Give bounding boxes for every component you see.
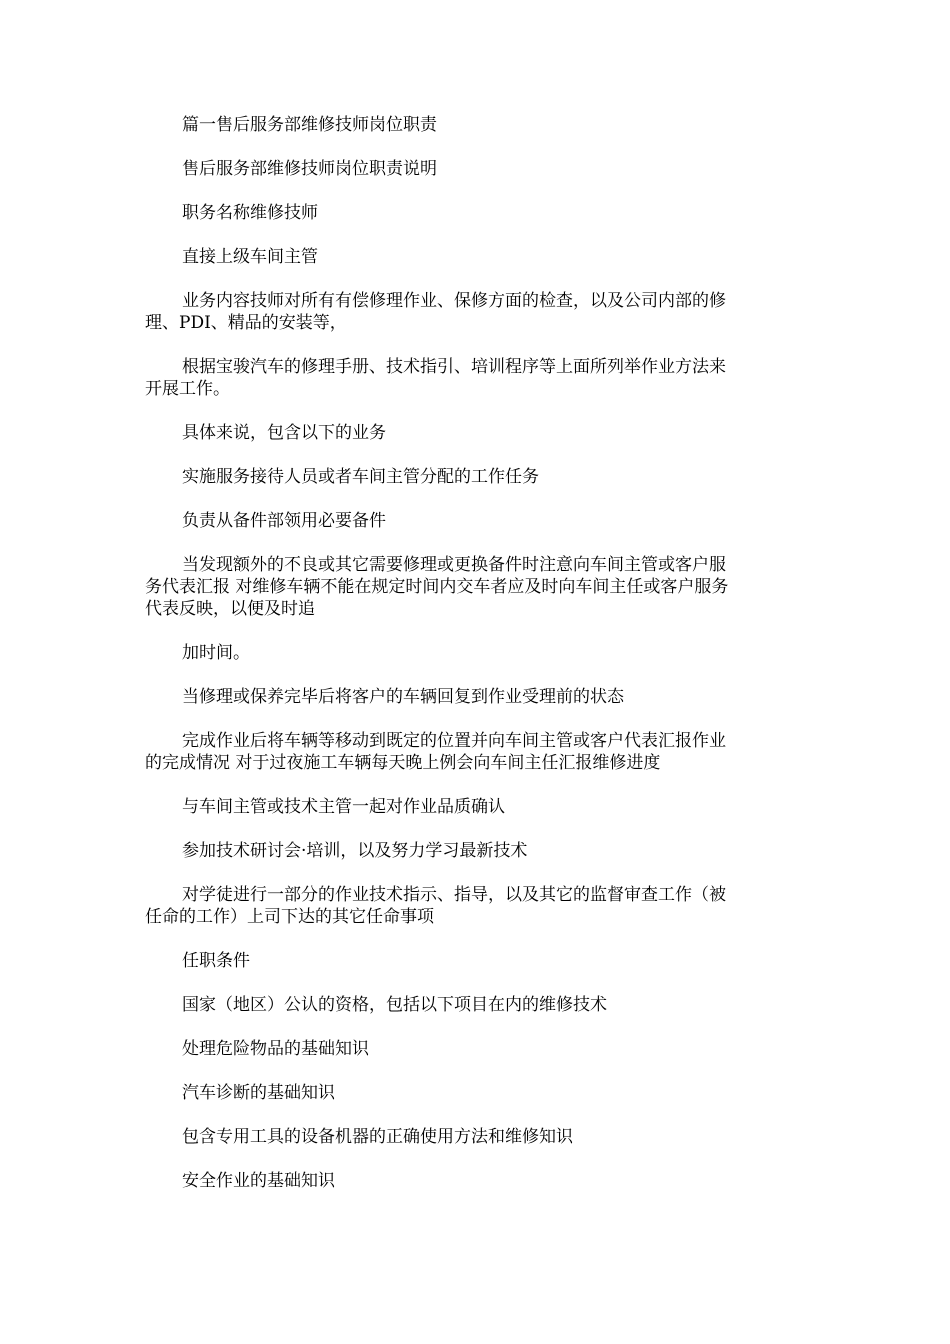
paragraph: 处理危险物品的基础知识 bbox=[182, 1039, 369, 1059]
paragraph: 篇一售后服务部维修技师岗位职责 bbox=[182, 115, 437, 135]
paragraph: 包含专用工具的设备机器的正确使用方法和维修知识 bbox=[182, 1127, 573, 1147]
paragraph: 汽车诊断的基础知识 bbox=[182, 1083, 335, 1103]
paragraph: 具体来说，包含以下的业务 bbox=[182, 423, 386, 443]
paragraph: 实施服务接待人员或者车间主管分配的工作任务 bbox=[182, 467, 539, 487]
paragraph: 与车间主管或技术主管一起对作业品质确认 bbox=[182, 797, 505, 817]
paragraph: 对学徒进行一部分的作业技术指示、指导，以及其它的监督审查工作（被 任命的工作）上司下达的其它任命事项 bbox=[145, 885, 726, 927]
paragraph: 参加技术研讨会·培训，以及努力学习最新技术 bbox=[182, 841, 528, 861]
paragraph: 安全作业的基础知识 bbox=[182, 1171, 335, 1191]
paragraph: 当发现额外的不良或其它需要修理或更换备件时注意向车间主管或客户服 务代表汇报 对维修车辆不能在规定时间内交车者应及时向车间主任或客户服务 代表反映，以便及时追 bbox=[145, 555, 729, 619]
paragraph: 加时间。 bbox=[182, 643, 250, 663]
paragraph: 完成作业后将车辆等移动到既定的位置并向车间主管或客户代表汇报作业 的完成情况 对于过夜施工车辆每天晚上例会向车间主任汇报维修进度 bbox=[145, 731, 726, 773]
paragraph: 直接上级车间主管 bbox=[182, 247, 318, 267]
document-body bbox=[145, 114, 810, 1214]
paragraph: 任职条件 bbox=[182, 951, 250, 971]
paragraph: 根据宝骏汽车的修理手册、技术指引、培训程序等上面所列举作业方法来 开展工作。 bbox=[145, 357, 726, 399]
paragraph: 当修理或保养完毕后将客户的车辆回复到作业受理前的状态 bbox=[182, 687, 624, 707]
paragraph: 负责从备件部领用必要备件 bbox=[182, 511, 386, 531]
paragraph: 国家（地区）公认的资格，包括以下项目在内的维修技术 bbox=[182, 995, 607, 1015]
paragraph: 业务内容技师对所有有偿修理作业、保修方面的检查，以及公司内部的修 理、PDI、精品的安装等， bbox=[145, 291, 726, 333]
paragraph: 职务名称维修技师 bbox=[182, 203, 318, 223]
paragraph: 售后服务部维修技师岗位职责说明 bbox=[182, 159, 437, 179]
